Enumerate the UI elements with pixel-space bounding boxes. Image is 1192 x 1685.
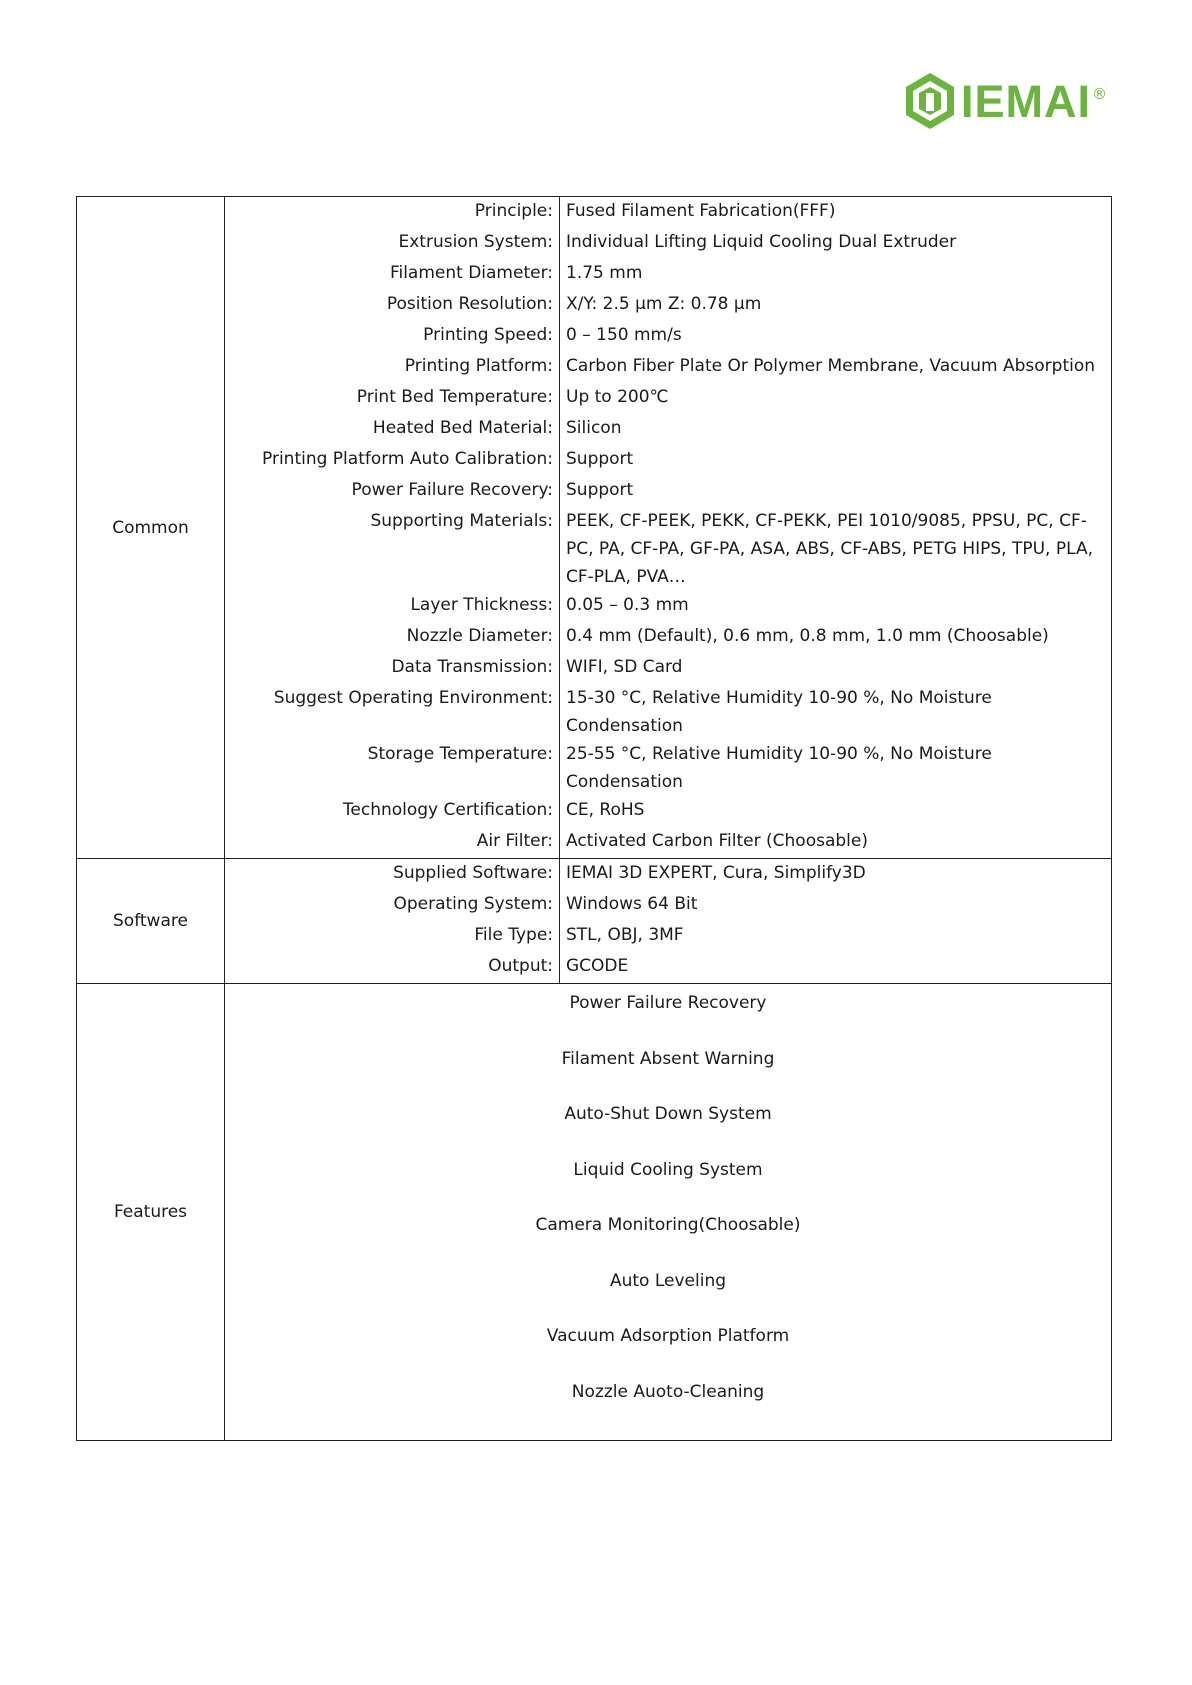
spec-row [225, 228, 1111, 259]
spec-row [225, 653, 1111, 684]
spec-row [225, 507, 1111, 591]
spec-key: Air Filter: [225, 827, 560, 858]
spec-value: X/Y: 2.5 µm Z: 0.78 µm [566, 294, 762, 314]
spec-row [225, 414, 1111, 445]
spec-rows [225, 197, 1111, 858]
feature-item: Vacuum Adsorption Platform [546, 1326, 790, 1346]
spec-value: PEEK, CF-PEEK, PEKK, CF-PEKK, PEI 1010/9085, PPSU, PC, CF-PC, PA, CF-PA, GF-PA, ASA, ABS, CF-ABS, PETG HIPS, TPU, PLA, CF-PLA, PVA… [566, 511, 1093, 587]
spec-value: 0.4 mm (Default), 0.6 mm, 0.8 mm, 1.0 mm (Choosable) [566, 626, 1049, 646]
spec-row [225, 383, 1111, 414]
section-software [77, 858, 1111, 983]
feature-item: Camera Monitoring(Choosable) [535, 1215, 801, 1235]
feature-item: Auto-Shut Down System [564, 1104, 772, 1124]
category-label: Common [77, 197, 225, 858]
spec-key: Operating System: [225, 890, 560, 921]
spec-key: Print Bed Temperature: [225, 383, 560, 414]
brand-logo [903, 70, 1108, 132]
spec-key: Printing Platform: [225, 352, 560, 383]
spec-value: Fused Filament Fabrication(FFF) [566, 201, 836, 221]
spec-key: Technology Certification: [225, 796, 560, 827]
spec-row [225, 445, 1111, 476]
spec-value: Activated Carbon Filter (Choosable) [566, 831, 868, 851]
brand-name: IEMAI [961, 75, 1092, 127]
spec-value: Support [566, 449, 634, 469]
category-label: Features [77, 984, 225, 1440]
feature-item: Liquid Cooling System [573, 1159, 763, 1180]
spec-value: 15-30 °C, Relative Humidity 10-90 %, No Moisture Condensation [566, 688, 992, 736]
section-features [77, 983, 1111, 1440]
spec-key: Suggest Operating Environment: [225, 684, 560, 740]
spec-key: File Type: [225, 921, 560, 952]
spec-row [225, 921, 1111, 952]
spec-row [225, 352, 1111, 383]
spec-row [225, 591, 1111, 622]
spec-value: 0 – 150 mm/s [566, 325, 682, 345]
spec-rows [225, 859, 1111, 983]
spec-key: Supplied Software: [225, 859, 560, 890]
feature-item: Power Failure Recovery [569, 993, 767, 1013]
spec-key: Extrusion System: [225, 228, 560, 259]
spec-key: Data Transmission: [225, 653, 560, 684]
spec-row [225, 890, 1111, 921]
spec-key: Printing Platform Auto Calibration: [225, 445, 560, 476]
spec-row [225, 290, 1111, 321]
spec-value: Carbon Fiber Plate Or Polymer Membrane, Vacuum Absorption [566, 356, 1096, 376]
spec-key: Principle: [225, 197, 560, 228]
spec-row [225, 684, 1111, 740]
spec-key: Filament Diameter: [225, 259, 560, 290]
spec-value: Individual Lifting Liquid Cooling Dual Extruder [566, 232, 957, 252]
spec-row [225, 622, 1111, 653]
spec-value: CE, RoHS [566, 800, 645, 820]
spec-row [225, 796, 1111, 827]
spec-value: WIFI, SD Card [566, 657, 683, 677]
spec-key: Nozzle Diameter: [225, 622, 560, 653]
spec-value: 25-55 °C, Relative Humidity 10-90 %, No Moisture Condensation [566, 744, 992, 792]
category-label: Software [77, 859, 225, 983]
spec-key: Storage Temperature: [225, 740, 560, 796]
spec-table [76, 196, 1112, 1441]
feature-item: Filament Absent Warning [561, 1048, 775, 1069]
spec-key: Heated Bed Material: [225, 414, 560, 445]
feature-list [225, 984, 1111, 1440]
spec-row [225, 952, 1111, 983]
registered-mark: ® [1092, 84, 1108, 103]
spec-value: 0.05 – 0.3 mm [566, 595, 689, 615]
spec-key: Printing Speed: [225, 321, 560, 352]
spec-key: Supporting Materials: [225, 507, 560, 591]
spec-key: Position Resolution: [225, 290, 560, 321]
feature-item: Auto Leveling [609, 1270, 727, 1291]
spec-key: Power Failure Recovery: [225, 476, 560, 507]
spec-value: Windows 64 Bit [566, 894, 698, 914]
spec-row [225, 859, 1111, 890]
spec-row [225, 740, 1111, 796]
spec-value: Up to 200℃ [566, 387, 669, 407]
spec-value: STL, OBJ, 3MF [566, 925, 684, 945]
spec-value: Support [566, 480, 634, 500]
spec-key: Layer Thickness: [225, 591, 560, 622]
feature-item: Nozzle Auoto-Cleaning [571, 1381, 765, 1402]
spec-row [225, 197, 1111, 228]
spec-value: 1.75 mm [566, 263, 643, 283]
spec-row [225, 321, 1111, 352]
spec-value: IEMAI 3D EXPERT, Cura, Simplify3D [566, 863, 866, 883]
spec-row [225, 827, 1111, 858]
hexagon-logo-icon [903, 71, 957, 131]
section-common [77, 197, 1111, 858]
spec-value: Silicon [566, 418, 622, 438]
spec-value: GCODE [566, 956, 629, 976]
spec-key: Output: [225, 952, 560, 983]
spec-row [225, 476, 1111, 507]
spec-row [225, 259, 1111, 290]
